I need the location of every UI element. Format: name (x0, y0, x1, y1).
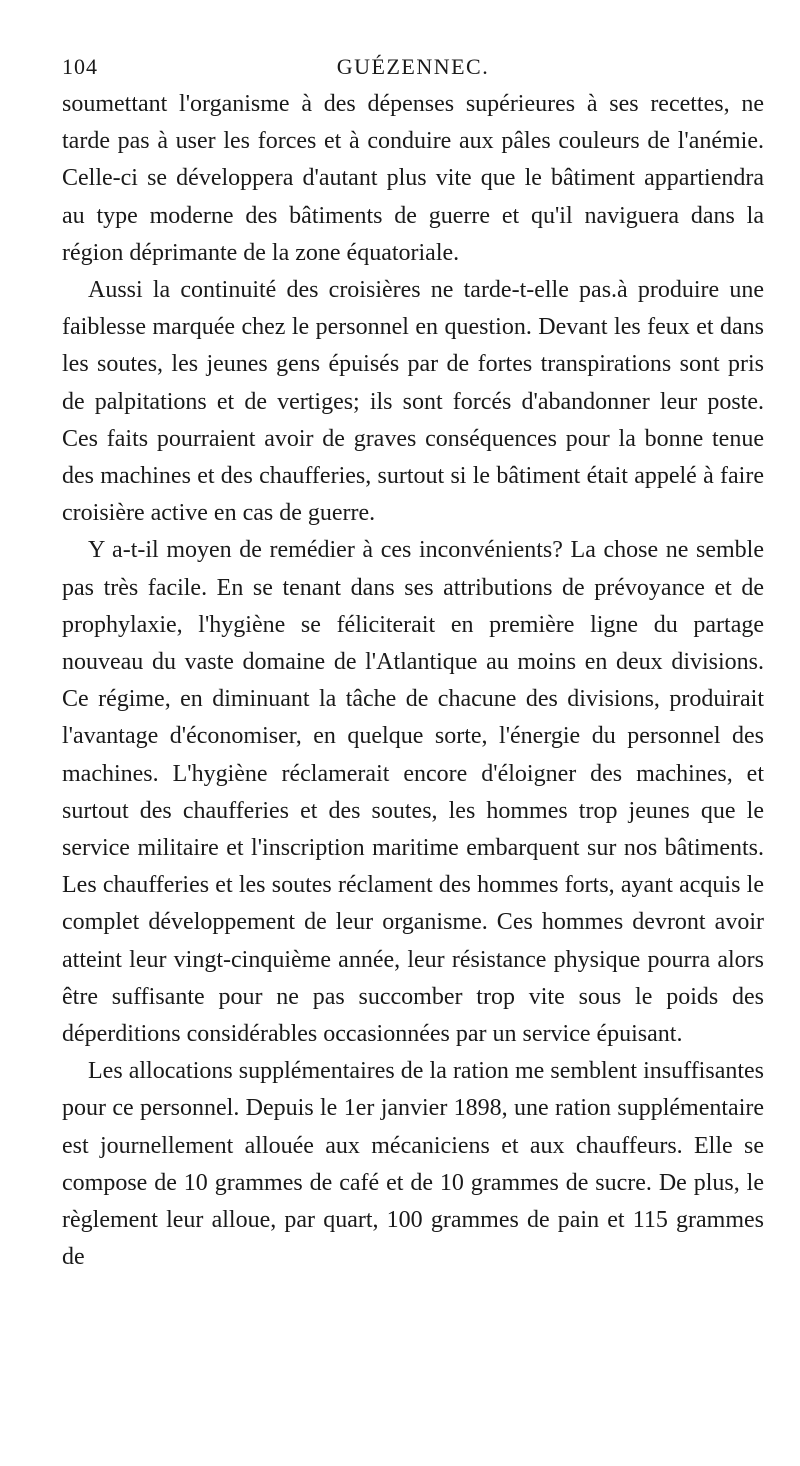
page-header (62, 50, 764, 84)
paragraph: Les allocations supplémentaires de la ration me semblent insuffisantes pour ce personnel. Depuis le 1er janvier 1898, une ration supplémentaire est journellement allouée aux mécaniciens et aux chauffeurs. Elle se compose de 10 grammes de café et de 10 grammes de sucre. De plus, le règlement leur alloue, par quart, 100 grammes de pain et 115 grammes de (62, 1058, 764, 1271)
running-title: GUÉZENNEC. (336, 54, 490, 79)
paragraph: soumettant l'organisme à des dépenses supérieures à ses recettes, ne tarde pas à user les forces et à conduire aux pâles couleurs de l'anémie. Celle-ci se développera d'autant plus vite que le bâtiment appartiendra au type moderne des bâtiments de guerre et qu'il naviguera dans la région déprimante de la zone équatoriale. (62, 91, 764, 266)
book-page (62, 50, 764, 1277)
paragraph: Y a-t-il moyen de remédier à ces inconvénients? La chose ne semble pas très facile. En se tenant dans ses attributions de prévoyance et de prophylaxie, l'hygiène se féliciterait en première ligne du partage nouveau du vaste domaine de l'Atlantique au moins en deux divisions. Ce régime, en diminuant la tâche de chacune des divisions, produirait l'avantage d'économiser, en quelque sorte, l'énergie du personnel des machines. L'hygiène réclamerait encore d'éloigner des machines, et surtout des chaufferies et des soutes, les hommes trop jeunes que le service militaire et l'inscription maritime embarquent sur nos bâtiments. Les chaufferies et les soutes réclament des hommes forts, ayant acquis le complet développement de leur organisme. Ces hommes devront avoir atteint leur vingt-cinquième année, leur résistance physique pourra alors être suffisante pour ne pas succomber trop vite sous le poids des déperditions considérables occasionnées par un service épuisant. (62, 537, 764, 1048)
body-text (62, 86, 764, 1277)
page-number: 104 (62, 54, 98, 79)
paragraph: Aussi la continuité des croisières ne tarde-t-elle pas.à produire une faiblesse marquée chez le personnel en question. Devant les feux et dans les soutes, les jeunes gens épuisés par de fortes transpirations sont pris de palpitations et de vertiges; ils sont forcés d'abandonner leur poste. Ces faits pourraient avoir de graves conséquences pour la bonne tenue des machines et des chaufferies, surtout si le bâtiment était appelé à faire croisière active en cas de guerre. (62, 277, 764, 527)
